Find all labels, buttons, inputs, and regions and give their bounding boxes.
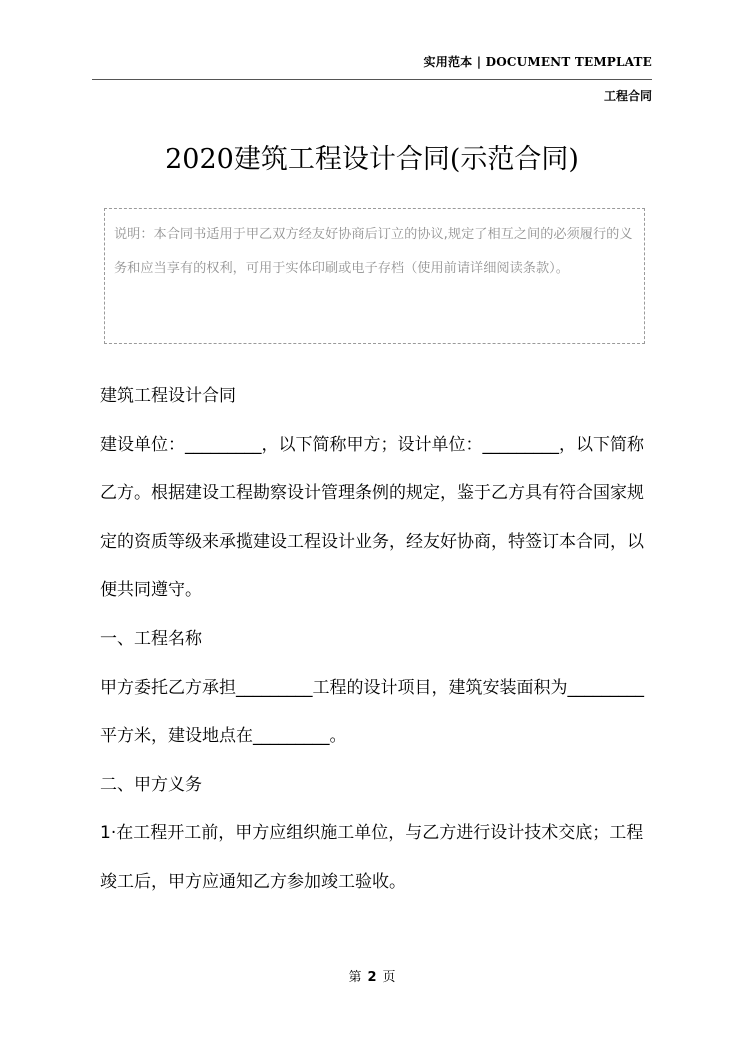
contract-heading: 建筑工程设计合同	[100, 386, 236, 406]
page-footer	[0, 966, 744, 985]
page-number-prefix: 第	[348, 970, 362, 985]
header-category-label: 工程合同	[603, 89, 652, 103]
usage-note-box	[104, 208, 645, 344]
page-number: 2	[367, 970, 377, 985]
party-a-duty-clause-1: 1·在工程开工前，甲方应组织施工单位，与乙方进行设计技术交底；工程竣工后，甲方应通知乙方参加竣工验收。	[100, 823, 644, 892]
section-heading-party-a-duties: 二、甲方义务	[100, 774, 202, 795]
header-template-label: 实用范本 | DOCUMENT TEMPLATE	[423, 55, 652, 69]
section-heading-project-name: 一、工程名称	[100, 628, 202, 649]
page-number-suffix: 页	[382, 970, 396, 985]
document-title: 2020建筑工程设计合同(示范合同)	[165, 144, 579, 175]
contract-preamble: 建设单位：_________，以下简称甲方；设计单位：_________，以下简称乙方。根据建设工程勘察设计管理条例的规定，鉴于乙方具有符合国家规定的资质等级来承揽建设工程设计业务，经友好协商，特签订本合同，以便共同遵守。	[100, 434, 644, 601]
usage-note-text: 说明：本合同书适用于甲乙双方经友好协商后订立的协议,规定了相互之间的必须履行的义务和应当享有的权利，可用于实体印刷或电子存档（使用前请详细阅读条款）。	[114, 227, 633, 276]
contract-body	[100, 372, 656, 907]
header-divider	[92, 79, 652, 80]
project-name-clause: 甲方委托乙方承担_________工程的设计项目，建筑安装面积为_________平方米，建设地点在_________。	[100, 677, 644, 747]
